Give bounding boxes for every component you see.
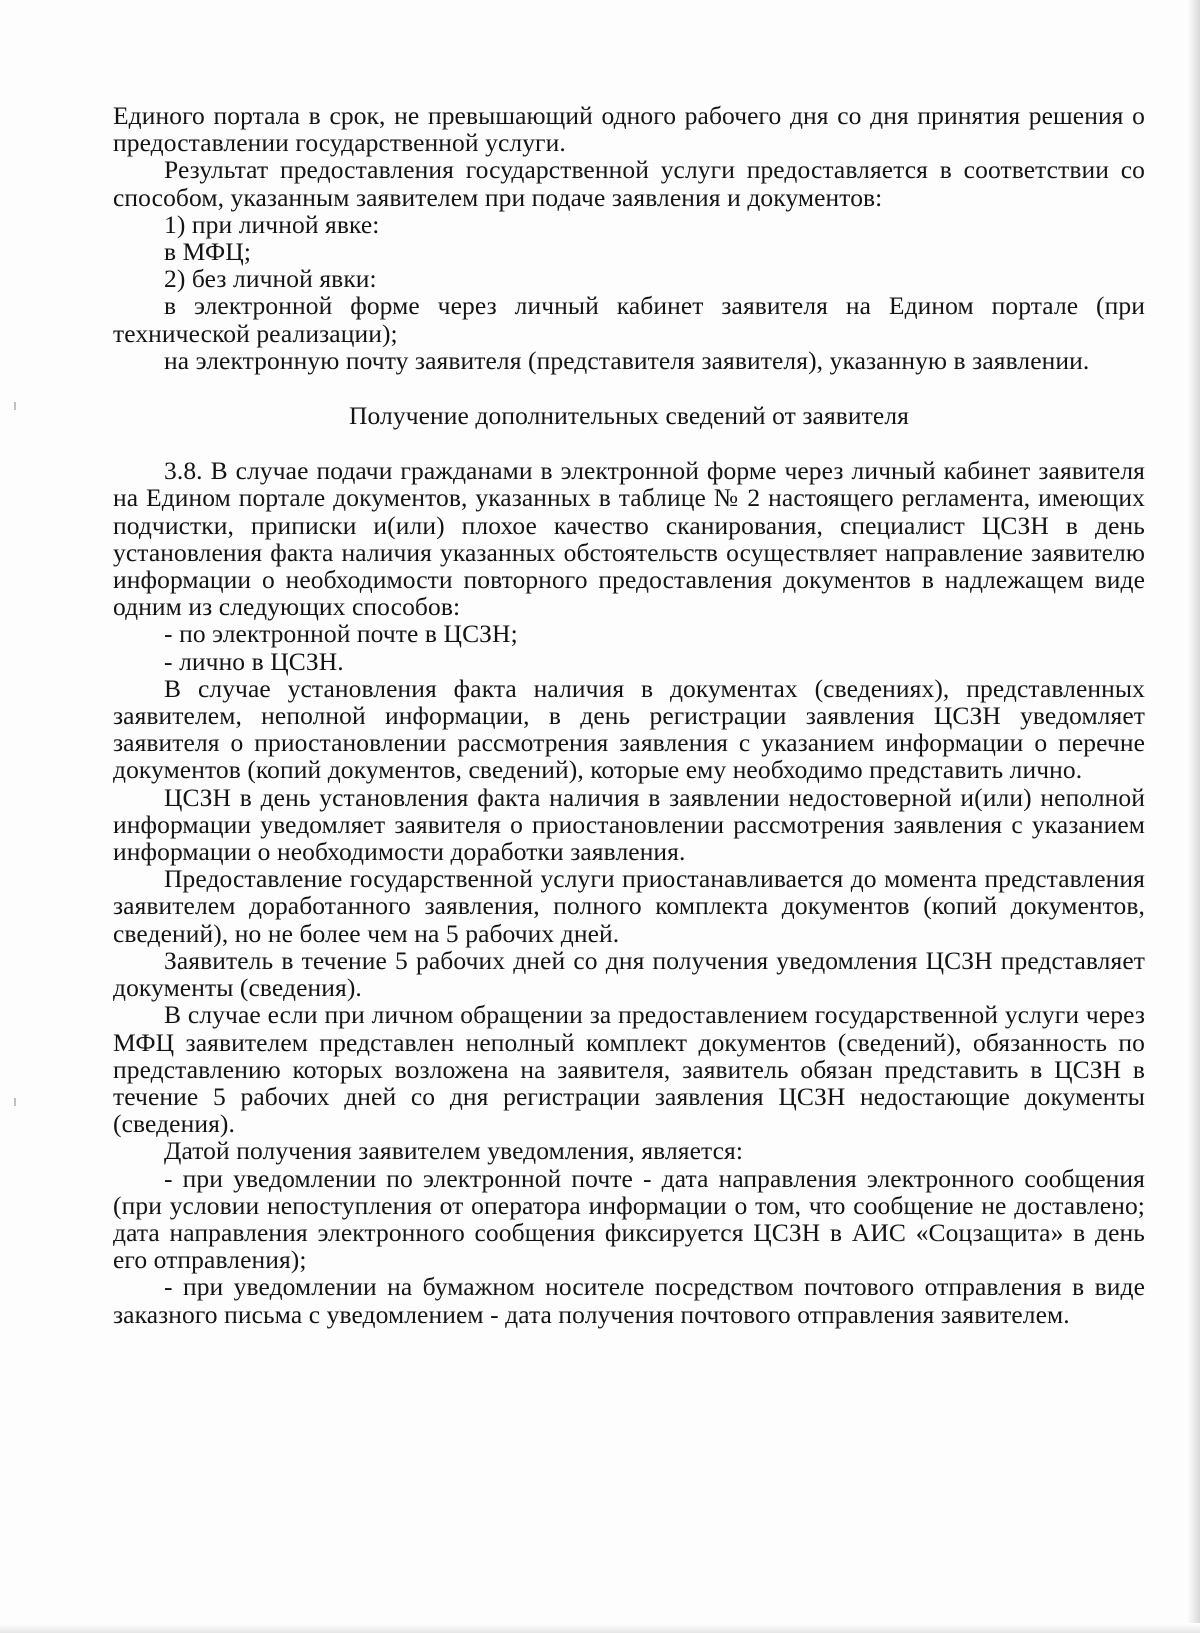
list-item: на электронную почту заявителя (представителя заявителя), указанную в заявлении. xyxy=(164,345,1090,375)
section-heading: Получение дополнительных сведений от заявителя xyxy=(348,401,909,431)
list-item: - по электронной почте в ЦСЗН; xyxy=(164,619,518,649)
paragraph: Результат предоставления государственной услуги предоставляется в соответствии со способом, указанным заявителем при подаче заявления и документов: xyxy=(113,155,1145,212)
list-item: - при уведомлении по электронной почте - дата направления электронного сообщения (при условии непоступления от оператора информации о том, что сообщение не доставлено; дата направления электронного сообщения фиксируется ЦСЗН в АИС «Соцзащита» в день его отправления); xyxy=(113,1163,1145,1275)
page-edge-shadow xyxy=(1186,0,1200,1633)
document-body xyxy=(113,102,1145,1328)
list-item: в МФЦ; xyxy=(164,237,251,267)
paragraph: ЦСЗН в день установления факта наличия в заявлении недостоверной и(или) неполной информации уведомляет заявителя о приостановлении рассмотрения заявления с указанием информации о необходимости доработки заявления. xyxy=(113,782,1145,867)
page-bottom-edge xyxy=(0,1623,1200,1633)
list-item: 1) при личной явке: xyxy=(164,209,380,239)
paragraph: 3.8. В случае подачи гражданами в электронной форме через личный кабинет заявителя на Едином портале документов, указанных в таблице № 2 настоящего регламента, имеющих подчистки, приписки и(или) плохое качество сканирования, специалист ЦСЗН в день установления факта наличия указанных обстоятельств осуществляет направление заявителю информации о необходимости повторного предоставления документов в надлежащем виде одним из следующих способов: xyxy=(113,456,1145,622)
paragraph: В случае установления факта наличия в документах (сведениях), представленных заявителем, неполной информации, в день регистрации заявления ЦСЗН уведомляет заявителя о приостановлении рассмотрения заявления с указанием информации о перечне документов (копий документов, сведений), которые ему необходимо представить лично. xyxy=(113,673,1145,785)
paragraph: Предоставление государственной услуги приостанавливается до момента представления заявителем доработанного заявления, полного комплекта документов (копий документов, сведений), но не более чем на 5 рабочих дней. xyxy=(113,864,1145,948)
paragraph: Датой получения заявителем уведомления, является: xyxy=(164,1136,744,1166)
scan-speck xyxy=(14,1098,16,1106)
scan-speck xyxy=(14,402,16,410)
paragraph: Заявитель в течение 5 рабочих дней со дня получения уведомления ЦСЗН представляет документы (сведения). xyxy=(113,945,1145,1003)
paragraph: Единого портала в срок, не превышающий одного рабочего дня со дня принятия решения о предоставлении государственной услуги. xyxy=(113,101,1145,158)
list-item: в электронной форме через личный кабинет заявителя на Едином портале (при технической реализации); xyxy=(113,291,1145,348)
list-item: 2) без личной явки: xyxy=(164,264,377,294)
paragraph: В случае если при личном обращении за предоставлением государственной услуги через МФЦ заявителем представлен неполный комплект документов (сведений), обязанность по представлению которых возложена на заявителя, заявитель обязан представить в ЦСЗН в течение 5 рабочих дней со дня регистрации заявления ЦСЗН недостающие документы (сведения). xyxy=(113,1000,1145,1139)
list-item: - при уведомлении на бумажном носителе посредством почтового отправления в виде заказного письма с уведомлением - дата получения почтового отправления заявителем. xyxy=(113,1272,1145,1329)
list-item: - лично в ЦСЗН. xyxy=(164,646,344,676)
